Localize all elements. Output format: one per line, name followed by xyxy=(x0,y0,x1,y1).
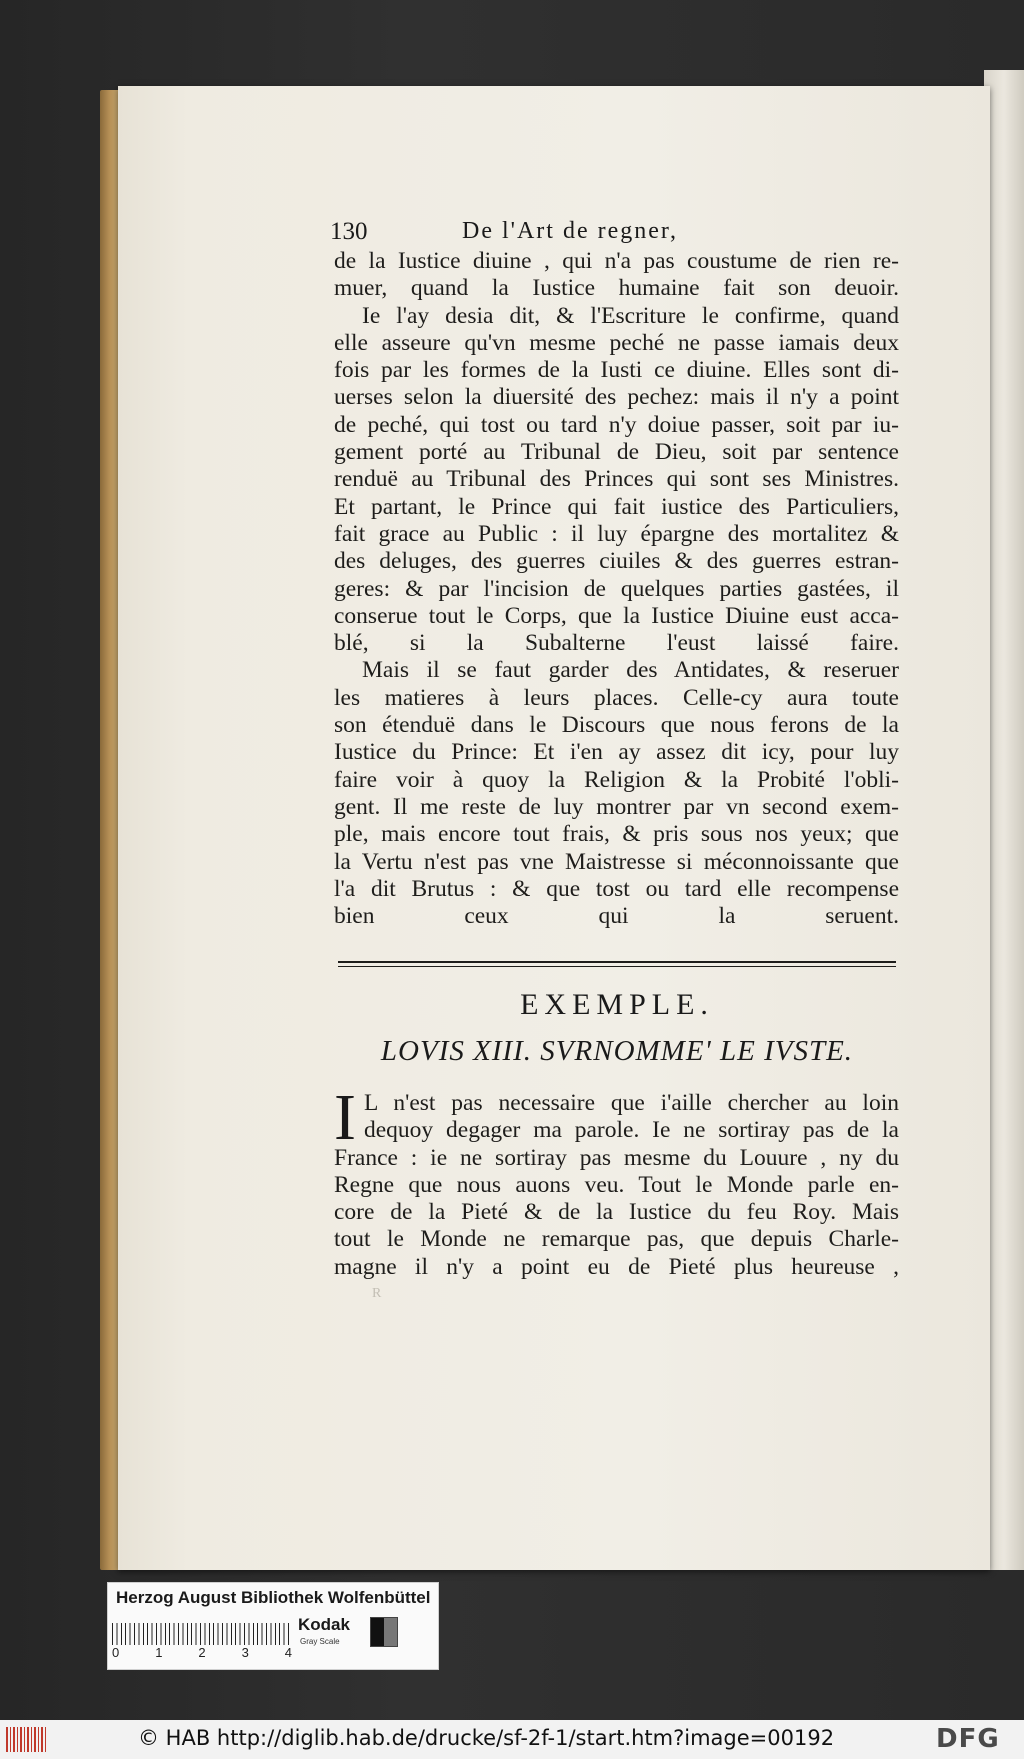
section-rule-top xyxy=(338,961,896,963)
card-brand-subtitle: Gray Scale xyxy=(300,1637,340,1646)
text-line: des deluges, des guerres ciuiles & des guerres estran- xyxy=(334,548,899,575)
running-head xyxy=(330,218,890,252)
text-line: faire voir à quoy la Religion & la Probité l'obli- xyxy=(334,766,899,793)
text-line: gement porté au Tribunal de Dieu, soit par sentence xyxy=(334,439,899,466)
section-heading: EXEMPLE. xyxy=(520,988,714,1021)
facing-page-edge xyxy=(984,70,1024,1570)
section-rule-bottom xyxy=(338,966,896,967)
main-text-block xyxy=(334,248,899,930)
ruler-scale xyxy=(112,1623,292,1645)
footer-credit-link[interactable]: © HAB http://diglib.hab.de/drucke/sf-2f-1/start.htm?image=00192 xyxy=(138,1726,835,1750)
text-line: elle asseure qu'vn mesme peché ne passe iamais deux xyxy=(334,329,899,356)
gray-swatch xyxy=(370,1617,398,1647)
paragraph-1 xyxy=(334,248,899,303)
running-title: De l'Art de regner, xyxy=(462,218,678,244)
text-line: blé, si la Subalterne l'eust laissé faire. xyxy=(334,630,899,657)
card-title: Herzog August Bibliothek Wolfenbüttel xyxy=(116,1588,431,1607)
ruler-number: 3 xyxy=(241,1645,249,1660)
text-line: tout le Monde ne remarque pas, que depuis Charle- xyxy=(334,1226,899,1253)
drop-cap: I xyxy=(334,1081,356,1154)
text-line: la Vertu n'est pas vne Maistresse si méconnoissante que xyxy=(334,848,899,875)
text-line: gent. Il me reste de luy montrer par vn second exem- xyxy=(334,793,899,820)
text-line: Et partant, le Prince qui fait iustice des Particuliers, xyxy=(334,493,899,520)
text-line: bien ceux qui la seruent. xyxy=(334,903,899,930)
paragraph-4 xyxy=(334,1081,899,1281)
paragraph-3 xyxy=(334,657,899,930)
ruler-number: 4 xyxy=(284,1645,292,1660)
page-number: 130 xyxy=(330,218,368,245)
color-calibration-card xyxy=(107,1582,439,1670)
section-subheading: LOVIS XIII. SVRNOMME' LE IVSTE. xyxy=(380,1035,854,1067)
paragraph-2 xyxy=(334,303,899,658)
text-line: ple, mais encore tout frais, & pris sous nos yeux; que xyxy=(334,821,899,848)
text-line: de la Iustice diuine , qui n'a pas coustume de rien re- xyxy=(334,248,899,274)
card-brand: Kodak xyxy=(298,1615,350,1634)
text-line: les matieres à leurs places. Celle-cy aura toute xyxy=(334,684,899,711)
footer-bar xyxy=(0,1720,1024,1759)
text-line: France : ie ne sortiray pas mesme du Louure , ny du xyxy=(334,1144,899,1171)
dfg-logo: DFG xyxy=(936,1724,1000,1754)
text-line: conserue tout le Corps, que la Iustice Diuine eust acca- xyxy=(334,602,899,629)
text-line: magne il n'y a point eu de Pieté plus heureuse , xyxy=(334,1253,899,1280)
text-line: de peché, qui tost ou tard n'y doiue passer, soit par iu- xyxy=(334,411,899,438)
text-line: l'a dit Brutus : & que tost ou tard elle recompense xyxy=(334,875,899,902)
ruler-numbers xyxy=(112,1645,292,1660)
ruler-number: 2 xyxy=(198,1645,206,1660)
catchword: R xyxy=(372,1286,382,1301)
text-line: fois par les formes de la Iusti ce diuine. Elles sont di- xyxy=(334,357,899,384)
text-line: muer, quand la Iustice humaine fait son deuoir. xyxy=(334,275,899,302)
text-line: core de la Pieté & de la Iustice du feu Roy. Mais xyxy=(334,1199,899,1226)
ruler-number: 0 xyxy=(112,1645,120,1660)
text-line: dequoy degager ma parole. Ie ne sortiray pas de la xyxy=(364,1117,899,1144)
text-line: renduë au Tribunal des Princes qui sont ses Ministres. xyxy=(334,466,899,493)
barcode-icon xyxy=(6,1727,46,1752)
text-line: Ie l'ay desia dit, & l'Escriture le confirme, quand xyxy=(362,302,899,329)
text-line: geres: & par l'incision de quelques parties gastées, il xyxy=(334,575,899,602)
ruler-number: 1 xyxy=(155,1645,163,1660)
text-line: uerses selon la diuersité des pechez: mais il n'y a point xyxy=(334,384,899,411)
text-line: fait grace au Public : il luy épargne des mortalitez & xyxy=(334,520,899,547)
text-line: Mais il se faut garder des Antidates, & reseruer xyxy=(362,657,899,684)
text-line: L n'est pas necessaire que i'aille chercher au loin xyxy=(364,1090,899,1116)
text-line: Regne que nous auons veu. Tout le Monde parle en- xyxy=(334,1171,899,1198)
text-line: Iustice du Prince: Et i'en ay assez dit icy, pour luy xyxy=(334,739,899,766)
text-line: son étenduë dans le Discours que nous ferons de la xyxy=(334,712,899,739)
